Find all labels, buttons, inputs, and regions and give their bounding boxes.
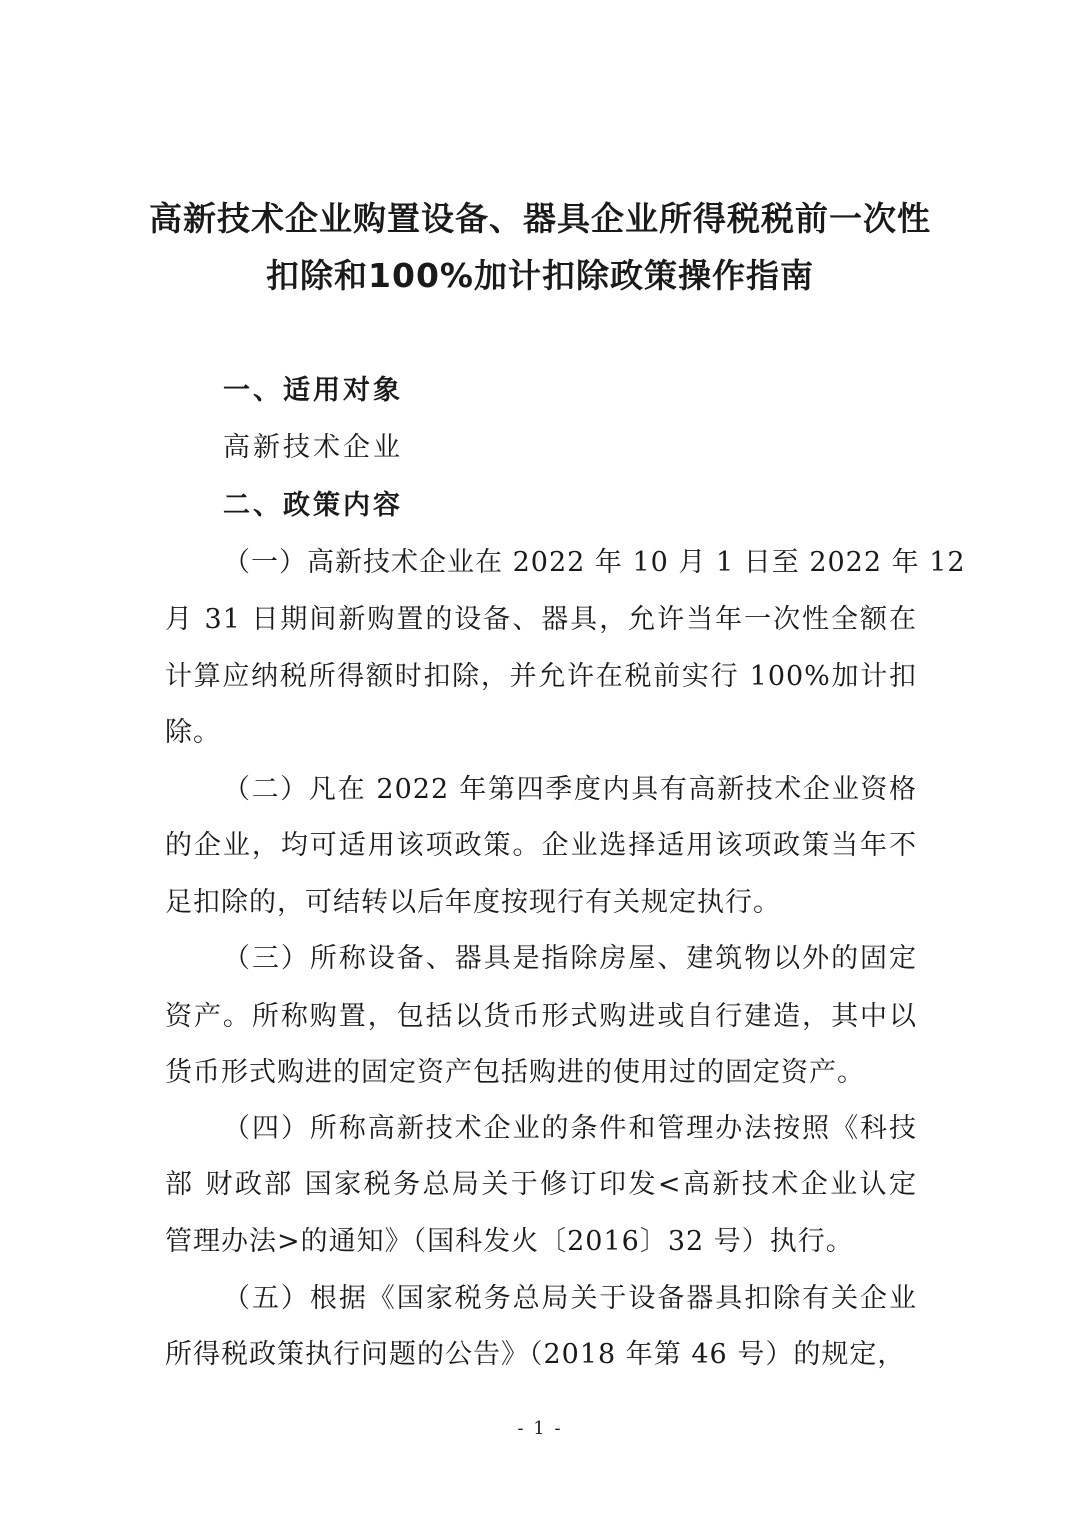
paragraph-4-line-3: 管理办法>的通知》（国科发火〔2016〕32 号）执行。 — [165, 1226, 854, 1257]
paragraph-2-line-3: 足扣除的，可结转以后年度按现行有关规定执行。 — [165, 887, 781, 918]
paragraph-1-line-3: 计算应纳税所得额时扣除，并允许在税前实行 100%加计扣 — [165, 661, 917, 692]
paragraph-3-line-2: 资产。所称购置，包括以货币形式购进或自行建造，其中以 — [165, 1001, 917, 1032]
document-title-line-1: 高新技术企业购置设备、器具企业所得税税前一次性 — [149, 199, 931, 238]
paragraph-2-line-2: 的企业，均可适用该项政策。企业选择适用该项政策当年不 — [165, 830, 917, 861]
paragraph-3-line-1: （三）所称设备、器具是指除房屋、建筑物以外的固定 — [223, 943, 917, 974]
paragraph-5-line-2: 所得税政策执行问题的公告》（2018 年第 46 号）的规定， — [165, 1339, 906, 1370]
paragraph-4-line-1: （四）所称高新技术企业的条件和管理办法按照《科技 — [223, 1113, 917, 1144]
section-heading-applicable-objects: 一、适用对象 — [223, 375, 403, 406]
paragraph-4-line-2: 部 财政部 国家税务总局关于修订印发<高新技术企业认定 — [165, 1169, 917, 1200]
section-heading-policy-content: 二、政策内容 — [223, 490, 403, 521]
page-number: - 1 - — [517, 1418, 563, 1439]
paragraph-2-line-1: （二）凡在 2022 年第四季度内具有高新技术企业资格 — [223, 774, 917, 805]
document-title-line-2: 扣除和100%加计扣除政策操作指南 — [266, 256, 814, 295]
paragraph-1-line-2: 月 31 日期间新购置的设备、器具，允许当年一次性全额在 — [165, 604, 917, 635]
paragraph-1-line-1: （一）高新技术企业在 2022 年 10 月 1 日至 2022 年 12 — [223, 547, 966, 578]
paragraph-1-line-4: 除。 — [165, 717, 221, 748]
paragraph-3-line-3: 货币形式购进的固定资产包括购进的使用过的固定资产。 — [165, 1057, 865, 1088]
paragraph-5-line-1: （五）根据《国家税务总局关于设备器具扣除有关企业 — [223, 1283, 917, 1314]
section-body-applicable-objects: 高新技术企业 — [223, 432, 403, 463]
